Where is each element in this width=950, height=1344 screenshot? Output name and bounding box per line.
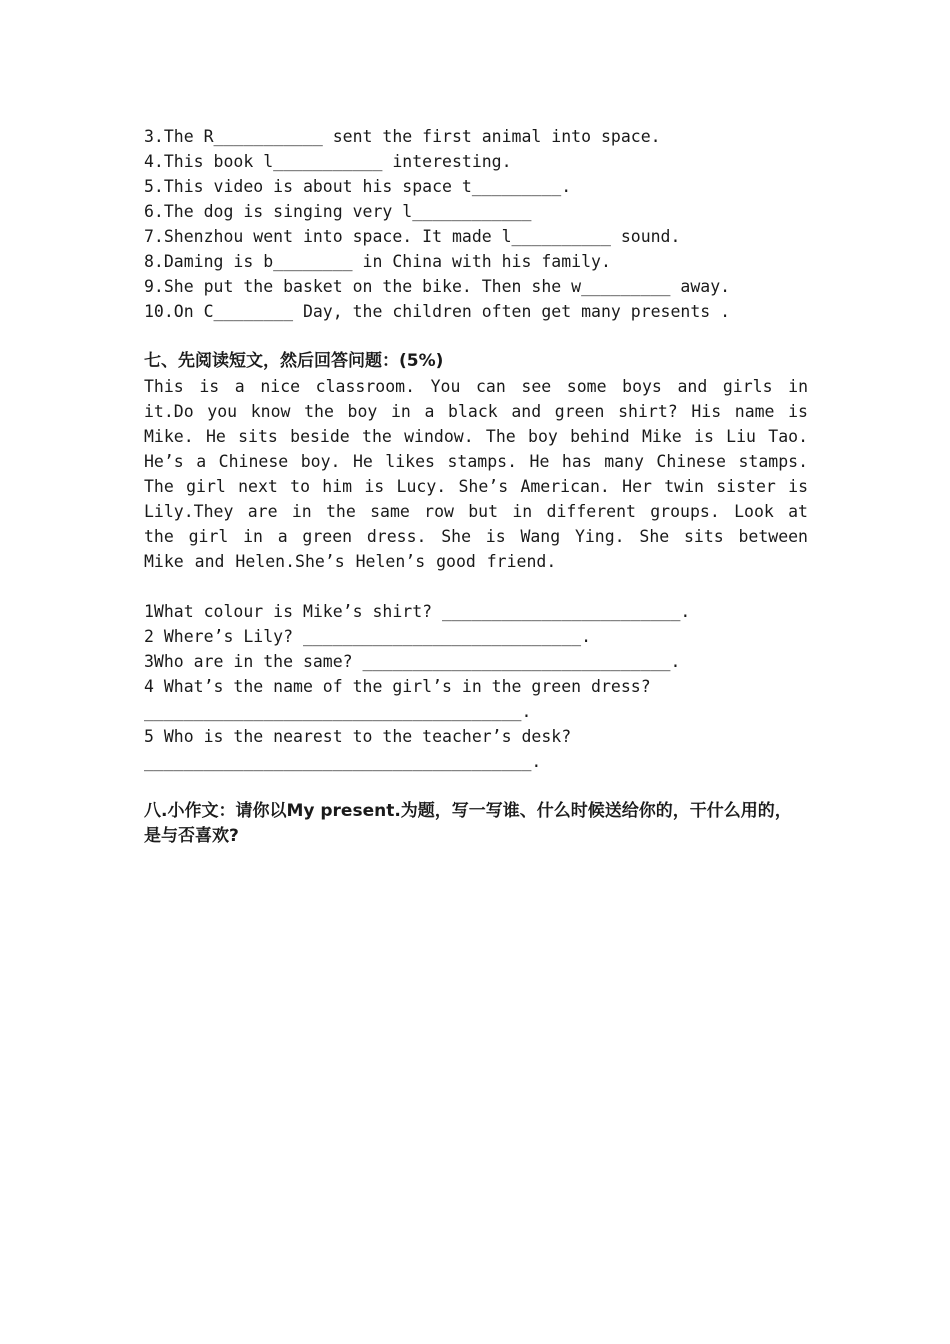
reading-heading: 七、先阅读短文，然后回答问题：(5%) bbox=[144, 351, 444, 371]
answer-line: _______________________________________. bbox=[144, 752, 542, 771]
worksheet-page bbox=[144, 124, 808, 849]
fill-in-item: 9.She put the basket on the bike. Then she w_________ away. bbox=[144, 277, 731, 296]
question-line: 5 Who is the nearest to the teacher’s desk? bbox=[144, 727, 572, 746]
question-line: 3Who are in the same? _______________________________. bbox=[144, 652, 681, 671]
essay-section bbox=[144, 799, 808, 849]
essay-heading: 八.小作文：请你以My present.为题，写一写谁、什么时候送给你的，干什么用的，是与否喜欢? bbox=[144, 801, 792, 846]
question-line: 2 Where’s Lily? ____________________________. bbox=[144, 627, 592, 646]
spacer bbox=[144, 574, 808, 599]
fill-in-item: 10.On C________ Day, the children often get many presents . bbox=[144, 302, 731, 321]
spacer bbox=[144, 324, 808, 349]
fill-in-item: 6.The dog is singing very l____________ bbox=[144, 202, 532, 221]
fill-in-item: 8.Daming is b________ in China with his family. bbox=[144, 252, 611, 271]
reading-section bbox=[144, 349, 808, 774]
reading-passage: This is a nice classroom. You can see some boys and girls in it.Do you know the boy in a black and green shirt? His name is Mike. He sits beside the window. The boy behind Mike is Liu Tao. He’s a Chinese boy. He likes stamps. He has many Chinese stamps. The girl next to him is Lucy. She’s American. Her twin sister is Lily.They are in the same row but in different groups. Look at the girl in a green dress. She is Wang Ying. She sits between Mike and Helen.She’s Helen’s good friend. bbox=[144, 377, 808, 571]
question-line: 4 What’s the name of the girl’s in the green dress? bbox=[144, 677, 651, 696]
fill-in-item: 7.Shenzhou went into space. It made l__________ sound. bbox=[144, 227, 681, 246]
question-line: 1What colour is Mike’s shirt? ________________________. bbox=[144, 602, 691, 621]
fill-in-item: 3.The R___________ sent the first animal into space. bbox=[144, 127, 661, 146]
spacer bbox=[144, 774, 808, 799]
fill-in-item: 4.This book l___________ interesting. bbox=[144, 152, 512, 171]
fill-in-item: 5.This video is about his space t_________. bbox=[144, 177, 572, 196]
answer-line: ______________________________________. bbox=[144, 702, 532, 721]
fill-in-section bbox=[144, 124, 808, 324]
